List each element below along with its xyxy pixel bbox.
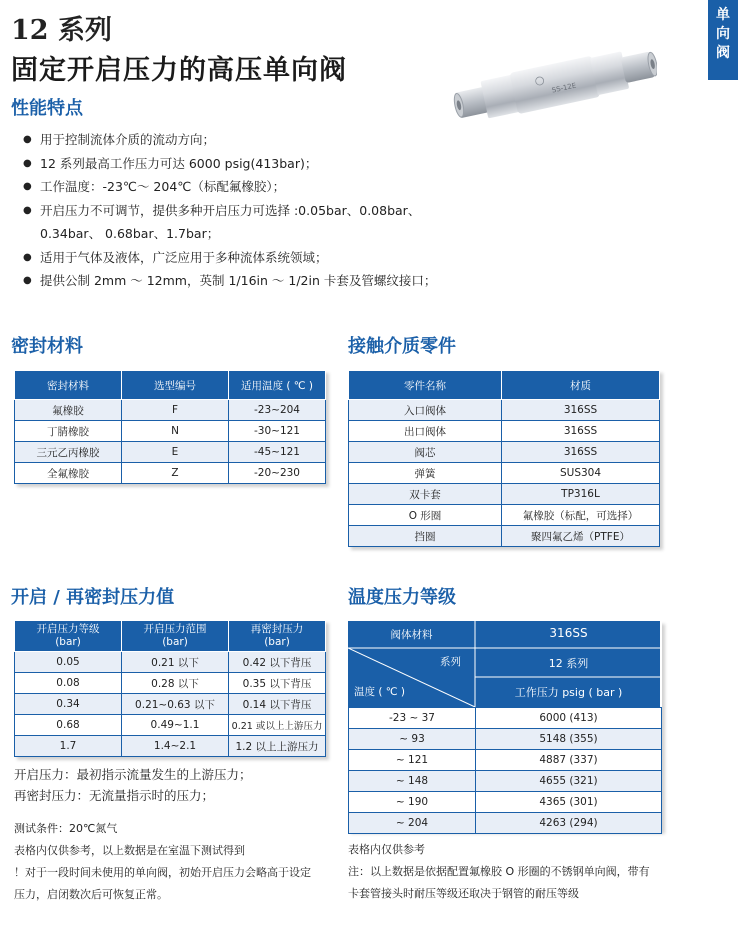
table-row: [349, 463, 660, 484]
table-cell: 4365 (301): [476, 792, 662, 813]
table-cell: 1.2 以上上游压力: [229, 736, 326, 757]
table-cell: E: [122, 442, 229, 463]
list-item-continuation: 0.34bar、 0.68bar、1.7bar；: [40, 226, 220, 241]
table-cell: 316SS: [502, 442, 660, 463]
table-row: [349, 729, 662, 750]
table-row: [349, 505, 660, 526]
wetted-parts-heading: 接触介质零件: [348, 336, 456, 357]
table-row: [349, 792, 662, 813]
table-cell: 0.05: [15, 652, 122, 673]
table-cell: ~ 204: [349, 813, 476, 834]
check-valve-product-image: [452, 42, 657, 120]
table-cell: 0.34: [15, 694, 122, 715]
table-cell: -45~121: [229, 442, 326, 463]
table-cell: 挡圈: [349, 526, 502, 547]
table-row: [15, 715, 326, 736]
category-side-tab: [708, 0, 738, 80]
list-item: ● 提供公制 2mm ～ 12mm，英制 1/16in ～ 1/2in 卡套及管螺纹接口；: [24, 269, 454, 293]
table-cell: 0.21~0.63 以下: [122, 694, 229, 715]
list-item: ● 12 系列最高工作压力可达 6000 psig(413bar)；: [24, 152, 454, 176]
table-cell: 入口阀体: [349, 400, 502, 421]
table-row: [15, 421, 326, 442]
table-cell: 阀芯: [349, 442, 502, 463]
table-row: [15, 673, 326, 694]
table-cell: 聚四氟乙烯（PTFE）: [502, 526, 660, 547]
table-cell: 0.08: [15, 673, 122, 694]
table-header: [122, 621, 229, 652]
cracking-pressure-table: [14, 620, 326, 757]
table-cell: 丁腈橡胶: [15, 421, 122, 442]
list-item: ● 工作温度：-23℃～ 204℃（标配氟橡胶）；: [24, 175, 454, 199]
table-cell: 氟橡胶（标配，可选择）: [502, 505, 660, 526]
table-cell: 0.21 或以上上游压力: [229, 715, 326, 736]
table-cell: 316SS: [502, 400, 660, 421]
definition-line: 再密封压力：无流量指示时的压力；: [14, 788, 215, 803]
table-cell: 1.7: [15, 736, 122, 757]
seal-heading: 密封材料: [11, 336, 83, 357]
table-cell: ~ 148: [349, 771, 476, 792]
page-title: 固定开启压力的高压单向阀: [11, 55, 347, 86]
list-item: ● 开启压力不可调节，提供多种开启压力可选择 :0.05bar、0.08bar、: [24, 199, 454, 223]
table-header: 适用温度 ( ℃ ): [229, 371, 326, 400]
table-header: 密封材料: [15, 371, 122, 400]
valve-engraving: SS-12E: [551, 81, 577, 95]
table-row: [15, 652, 326, 673]
header-unit: (bar): [264, 636, 290, 648]
table-row: [15, 442, 326, 463]
footnote: 卡套管接头时耐压等级还取决于钢管的耐压等级: [348, 887, 579, 900]
features-heading: 性能特点: [11, 98, 83, 119]
table-row: [349, 442, 660, 463]
body-material-label: 阀体材料: [390, 629, 433, 641]
table-cell: 6000 (413): [476, 708, 662, 729]
table-cell: O 形圈: [349, 505, 502, 526]
table-row: [349, 484, 660, 505]
seal-material-table: [14, 370, 326, 484]
table-cell: 出口阀体: [349, 421, 502, 442]
table-row: [349, 771, 662, 792]
warning-note: 压力，启闭数次后可恢复正常。: [14, 888, 168, 901]
rating-data: [348, 707, 662, 834]
table-header: 材质: [502, 371, 660, 400]
definition-line: 开启压力：最初指示流量发生的上游压力；: [14, 767, 252, 782]
series-value: 12 系列: [548, 657, 589, 670]
table-row: [349, 750, 662, 771]
table-header: [229, 621, 326, 652]
table-cell: ~ 93: [349, 729, 476, 750]
table-cell: 全氟橡胶: [15, 463, 122, 484]
table-row: [15, 400, 326, 421]
table-cell: 弹簧: [349, 463, 502, 484]
table-header: 选型编号: [122, 371, 229, 400]
rating-notes: [348, 839, 650, 905]
table-cell: SUS304: [502, 463, 660, 484]
cracking-definitions: [14, 764, 252, 806]
table-cell: 4655 (321): [476, 771, 662, 792]
list-item: ● 适用于气体及液体，广泛应用于多种流体系统领域；: [24, 246, 454, 270]
table-cell: N: [122, 421, 229, 442]
table-cell: 双卡套: [349, 484, 502, 505]
table-cell: 0.42 以下背压: [229, 652, 326, 673]
table-cell: 0.68: [15, 715, 122, 736]
cracking-pressure-heading: 开启 / 再密封压力值: [11, 587, 175, 608]
table-cell: -23 ~ 37: [349, 708, 476, 729]
header-line: 开启压力范围: [143, 623, 207, 635]
table-cell: ~ 190: [349, 792, 476, 813]
pressure-label: 工作压力 psig ( bar ): [514, 686, 623, 699]
table-cell: 4263 (294): [476, 813, 662, 834]
table-cell: 0.49~1.1: [122, 715, 229, 736]
test-condition: 测试条件：20℃氮气: [14, 822, 118, 835]
table-row: [349, 813, 662, 834]
table-cell: -23~204: [229, 400, 326, 421]
table-row: [349, 421, 660, 442]
table-row: [15, 463, 326, 484]
table-row: [349, 526, 660, 547]
table-cell: -20~230: [229, 463, 326, 484]
table-cell: 三元乙丙橡胶: [15, 442, 122, 463]
table-cell: 5148 (355): [476, 729, 662, 750]
reference-note: 表格内仅供参考，以上数据是在室温下测试得到: [14, 844, 245, 857]
footnote: 注：以上数据是依据配置氟橡胶 O 形圈的不锈钢单向阀，带有: [348, 865, 650, 878]
table-cell: 0.35 以下背压: [229, 673, 326, 694]
rating-table: [348, 621, 662, 831]
header-unit: (bar): [162, 636, 188, 648]
series-title: 12 系列: [11, 15, 112, 46]
table-row: [349, 708, 662, 729]
side-tab-char: 向: [716, 26, 730, 42]
table-header: 零件名称: [349, 371, 502, 400]
header-line: 再密封压力: [250, 623, 304, 635]
table-row: [15, 694, 326, 715]
table-cell: ~ 121: [349, 750, 476, 771]
table-header: [15, 621, 122, 652]
table-row: [349, 400, 660, 421]
warning-note: ！对于一段时间未使用的单向阀，初始开启压力会略高于设定: [14, 866, 311, 879]
table-cell: 4887 (337): [476, 750, 662, 771]
table-cell: 氟橡胶: [15, 400, 122, 421]
side-tab-char: 单: [716, 7, 730, 23]
side-tab-char: 阀: [716, 45, 730, 61]
temperature-label: 温度 ( ℃ ): [354, 686, 405, 698]
wetted-parts-table: [348, 370, 660, 547]
table-row: [15, 736, 326, 757]
table-cell: 0.21 以下: [122, 652, 229, 673]
table-cell: 1.4~2.1: [122, 736, 229, 757]
table-cell: 316SS: [502, 421, 660, 442]
table-cell: 0.14 以下背压: [229, 694, 326, 715]
reference-note: 表格内仅供参考: [348, 843, 425, 856]
table-cell: Z: [122, 463, 229, 484]
rating-heading: 温度压力等级: [348, 587, 456, 608]
test-notes: [14, 818, 311, 906]
header-unit: (bar): [55, 636, 81, 648]
list-item: ● 用于控制流体介质的流动方向；: [24, 128, 454, 152]
features-list: [24, 128, 454, 293]
body-material-value: 316SS: [549, 626, 588, 640]
series-label: 系列: [440, 656, 461, 668]
table-cell: 0.28 以下: [122, 673, 229, 694]
header-line: 开启压力等级: [36, 623, 100, 635]
table-cell: F: [122, 400, 229, 421]
table-cell: TP316L: [502, 484, 660, 505]
table-cell: -30~121: [229, 421, 326, 442]
